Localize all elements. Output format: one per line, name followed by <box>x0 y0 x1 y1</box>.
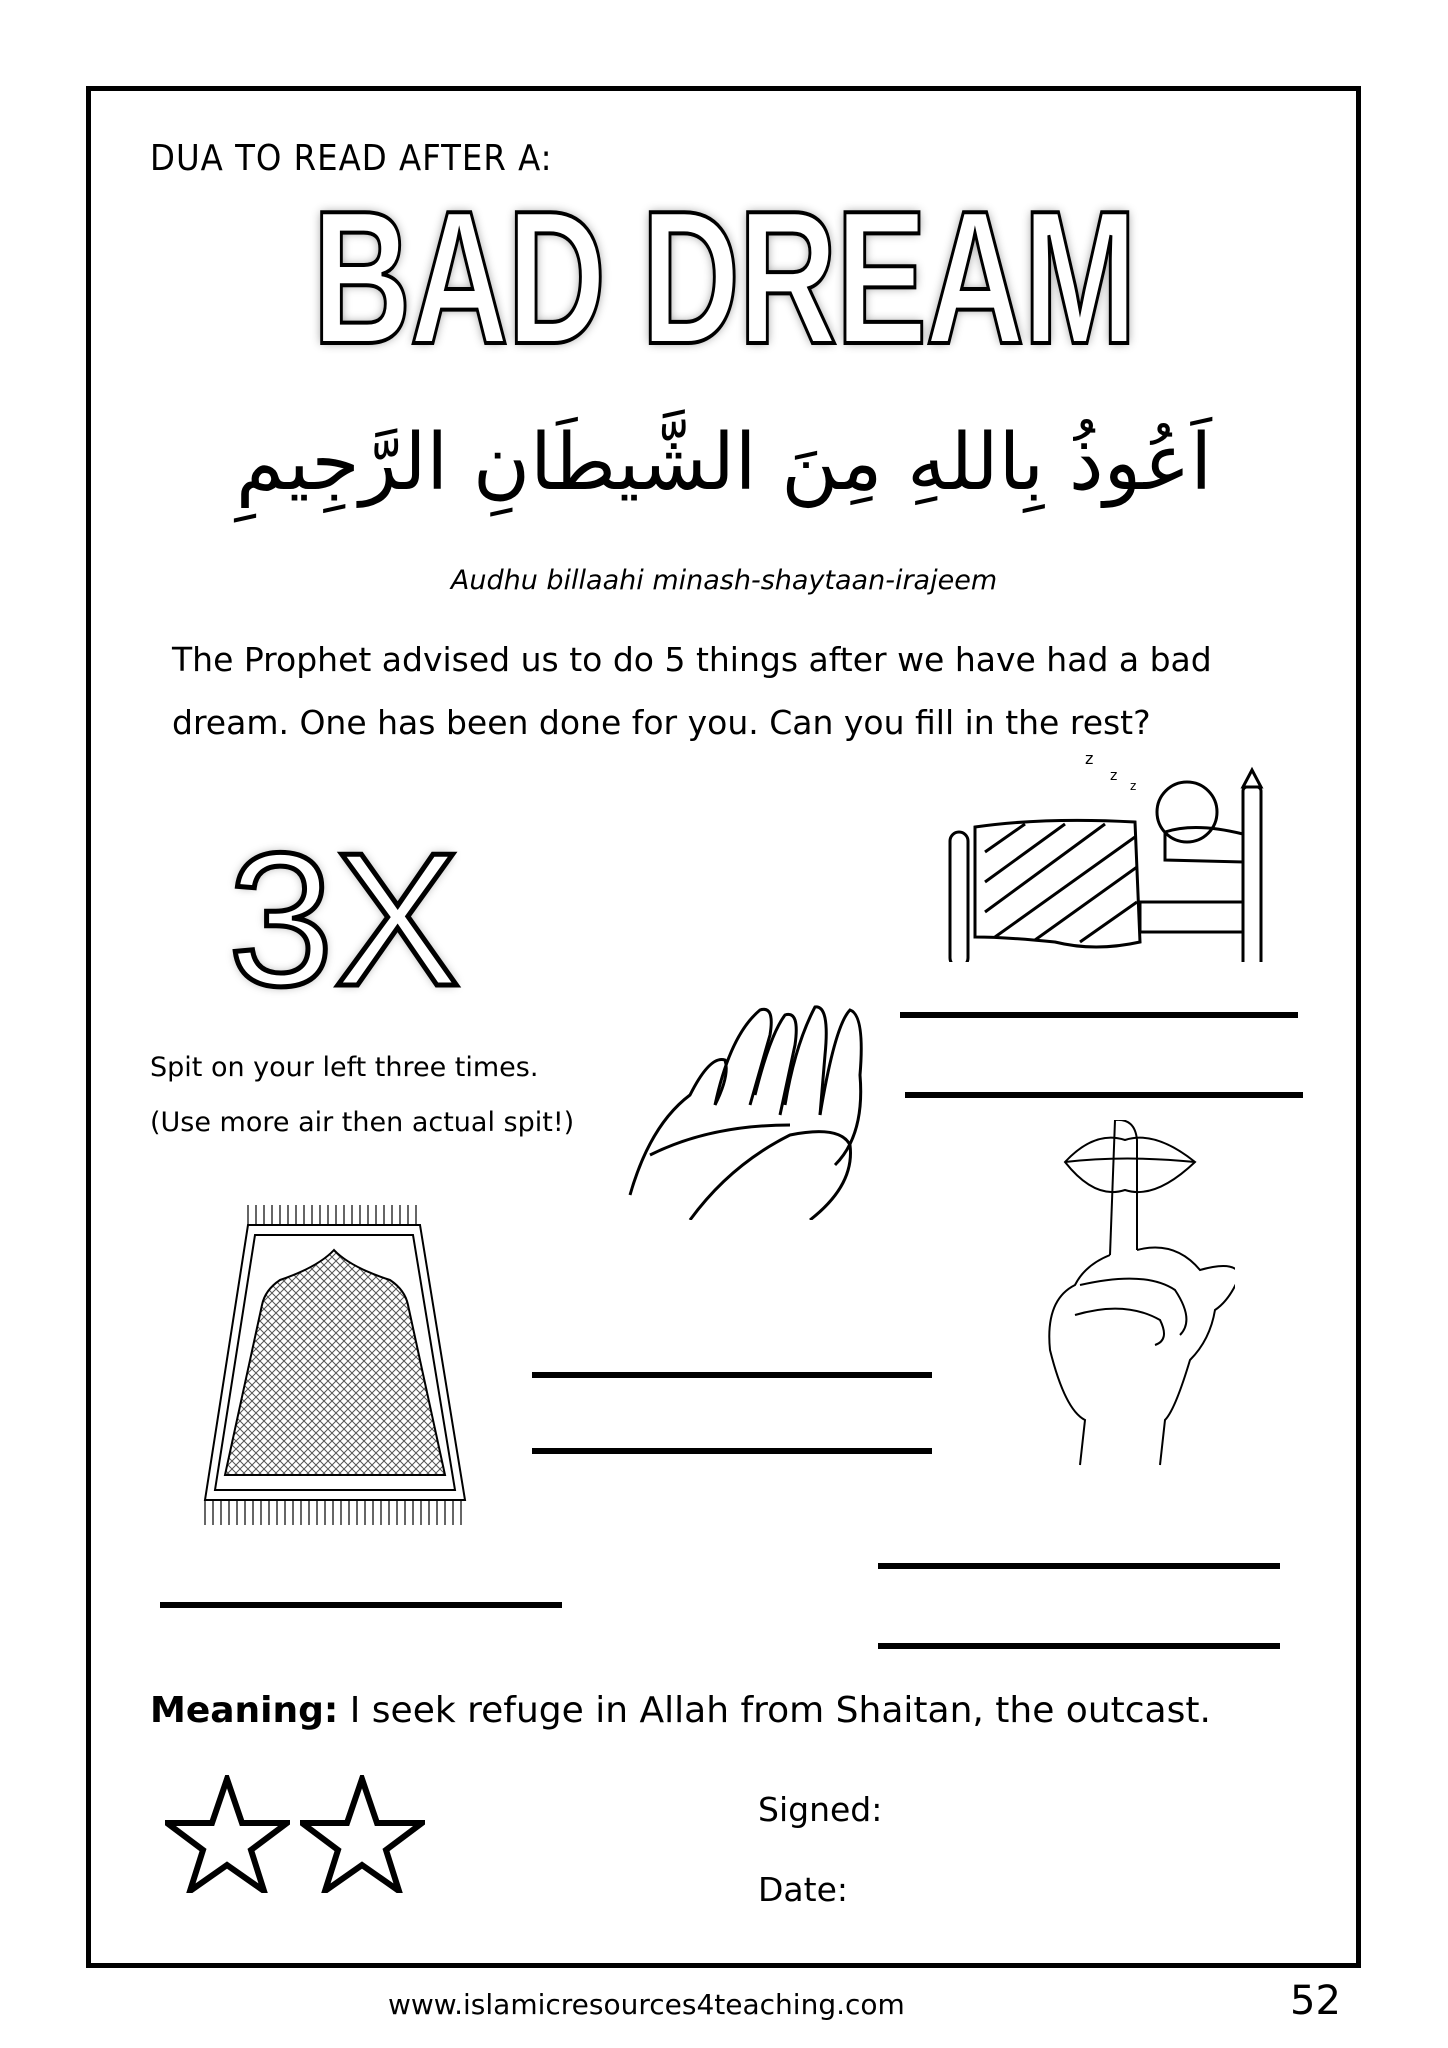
meaning-text: I seek refuge in Allah from Shaitan, the outcast. <box>338 1690 1211 1731</box>
answer-line[interactable] <box>532 1372 932 1378</box>
meaning-label: Meaning: <box>150 1690 339 1731</box>
answer-line[interactable] <box>900 1012 1298 1018</box>
signoff <box>758 1770 882 1930</box>
date-label: Date: <box>758 1870 848 1909</box>
answer-line[interactable] <box>532 1448 932 1454</box>
svg-text:z: z <box>1130 779 1137 793</box>
svg-text:z: z <box>1110 768 1118 784</box>
star-icon[interactable] <box>165 1775 290 1893</box>
footer-url[interactable]: www.islamicresources4teaching.com <box>388 1988 905 2021</box>
dua-hands-icon <box>610 995 870 1220</box>
star-icon[interactable] <box>300 1775 425 1893</box>
answer-line[interactable] <box>878 1563 1280 1569</box>
three-times-label: 3X <box>228 814 461 1026</box>
example-line-2: (Use more air then actual spit!) <box>150 1107 575 1138</box>
sleeping-bed-icon <box>925 752 1275 962</box>
example-line-1: Spit on your left three times. <box>150 1052 539 1083</box>
signed-label: Signed: <box>758 1790 883 1829</box>
subtitle: DUA TO READ AFTER A: <box>150 138 553 179</box>
arabic-dua: اَعُوذُ بِاللهِ مِنَ الشَّيطَانِ الرَّجِيمِ <box>235 418 1213 508</box>
answer-line[interactable] <box>905 1092 1303 1098</box>
svg-text:z: z <box>1085 752 1094 768</box>
reward-stars <box>165 1775 425 1893</box>
answer-line[interactable] <box>878 1643 1280 1649</box>
prayer-mat-icon <box>200 1205 470 1525</box>
silence-finger-icon <box>1025 1120 1235 1470</box>
instructions-text: The Prophet advised us to do 5 things after we have had a bad dream. One has been done for you. Can you fill in the rest? <box>172 640 1212 742</box>
example-description <box>150 1040 574 1150</box>
answer-line[interactable] <box>160 1602 562 1608</box>
page-number: 52 <box>1290 1978 1341 2024</box>
meaning <box>150 1690 1211 1731</box>
transliteration: Audhu billaahi minash-shaytaan-irajeem <box>450 565 998 596</box>
page-title: BAD DREAM <box>312 172 1136 384</box>
